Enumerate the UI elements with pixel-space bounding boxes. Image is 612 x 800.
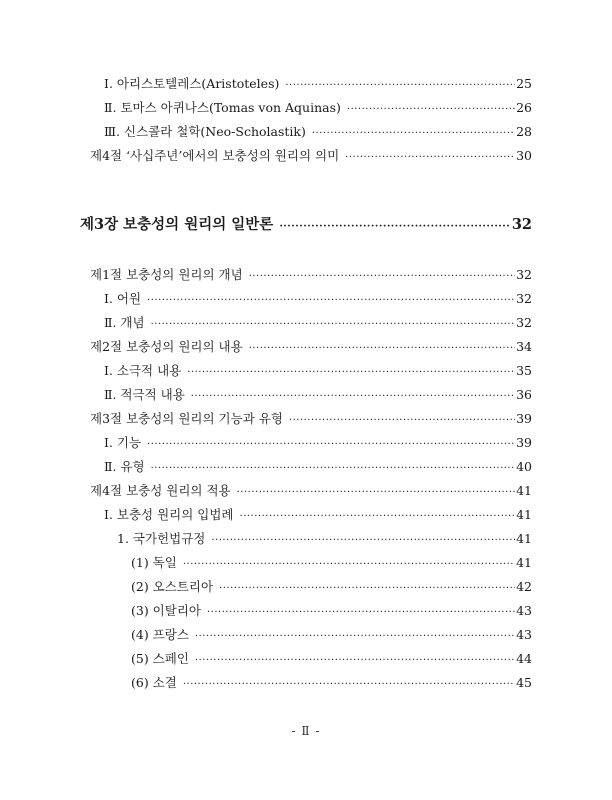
toc-entry[interactable]: [104, 290, 532, 308]
toc-entry-page: 39: [516, 411, 532, 426]
toc-chapter-entry[interactable]: [80, 214, 532, 236]
leader-dots: [285, 77, 515, 95]
toc-entry-page: 41: [516, 555, 532, 570]
toc-entry[interactable]: [104, 506, 532, 524]
toc-entry-page: 43: [516, 627, 532, 642]
leader-dots: [240, 508, 516, 526]
leader-dots: [312, 125, 515, 143]
toc-entry[interactable]: [104, 458, 532, 476]
toc-entry-label: (1) 독일: [131, 555, 177, 570]
toc-entry-label: (4) 프랑스: [131, 627, 189, 642]
toc-entry-page: 28: [516, 124, 532, 139]
leader-dots: [147, 292, 515, 310]
toc-entry-page: 39: [516, 435, 532, 450]
toc-entry-page: 43: [516, 603, 532, 618]
toc-entry-label: Ⅱ. 개념: [104, 315, 145, 330]
toc-entry-page: 42: [516, 579, 532, 594]
toc-entry-label: 1. 국가헌법규정: [117, 531, 206, 546]
toc-entry[interactable]: [131, 626, 532, 644]
toc-entry-label: Ⅱ. 적극적 내용: [104, 387, 185, 402]
toc-entry-label: (6) 소결: [131, 675, 177, 690]
leader-dots: [191, 388, 515, 406]
toc-entry[interactable]: [117, 530, 532, 548]
toc-entry-page: 41: [516, 483, 532, 498]
toc-entry-label: (2) 오스트리아: [131, 579, 214, 594]
toc-entry[interactable]: [104, 99, 532, 117]
toc-entry-label: Ⅱ. 토마스 아퀴나스(Tomas von Aquinas): [104, 100, 341, 115]
toc-entry-page: 41: [516, 531, 532, 546]
toc-entry-label: (5) 스페인: [131, 651, 189, 666]
toc-entry-label: 제2절 보충성의 원리의 내용: [90, 339, 243, 354]
leader-dots: [183, 676, 515, 694]
toc-entry-label: Ⅰ. 보충성 원리의 입법례: [104, 507, 234, 522]
leader-dots: [289, 412, 515, 430]
toc-entry-page: 26: [516, 100, 532, 115]
toc-entry[interactable]: [131, 554, 532, 572]
leader-dots: [237, 484, 515, 502]
toc-entry[interactable]: [104, 386, 532, 404]
toc-entry[interactable]: [131, 602, 532, 620]
leader-dots: [151, 460, 516, 478]
toc-entry-label: 제4절 보충성 원리의 적용: [90, 483, 231, 498]
leader-dots: [219, 580, 515, 598]
toc-entry[interactable]: [131, 578, 532, 596]
toc-entry-label: 제4절 ‘사십주년’에서의 보충성의 원리의 의미: [90, 148, 340, 163]
toc-entry-page: 34: [516, 339, 532, 354]
toc-entry-label: Ⅲ. 신스콜라 철학(Neo-Scholastik): [104, 124, 306, 139]
toc-entry-label: Ⅰ. 아리스토텔레스(Aristoteles): [104, 76, 280, 91]
toc-entry-page: 25: [516, 76, 532, 91]
toc-entry-page: 32: [516, 291, 532, 306]
leader-dots: [249, 340, 515, 358]
toc-entry-page: 30: [516, 148, 532, 163]
toc-entry[interactable]: [131, 674, 532, 692]
toc-entry-page: 40: [516, 459, 532, 474]
leader-dots: [151, 316, 516, 334]
toc-entry-page: 32: [516, 267, 532, 282]
leader-dots: [347, 101, 515, 119]
toc-entry[interactable]: [90, 338, 532, 356]
toc-entry-label: Ⅰ. 기능: [104, 435, 142, 450]
toc-entry[interactable]: [90, 410, 532, 428]
toc-entry[interactable]: [104, 75, 532, 93]
toc-entry[interactable]: [90, 482, 532, 500]
leader-dots: [183, 556, 515, 574]
toc-entry[interactable]: [104, 362, 532, 380]
leader-dots: [345, 149, 515, 167]
toc-entry-label: Ⅰ. 어원: [104, 291, 142, 306]
toc-entry-page: 35: [516, 363, 532, 378]
leader-dots: [195, 652, 515, 670]
toc-entry-page: 41: [516, 507, 532, 522]
leader-dots: [211, 532, 515, 550]
leader-dots: [279, 216, 510, 238]
toc-entry-page: 45: [516, 675, 532, 690]
toc-entry-label: (3) 이탈리아: [131, 603, 201, 618]
toc-entry-label: Ⅱ. 유형: [104, 459, 145, 474]
toc-entry[interactable]: [104, 434, 532, 452]
toc-entry-label: 제3절 보충성의 원리의 기능과 유형: [90, 411, 283, 426]
toc-entry-page: 36: [516, 387, 532, 402]
toc-entry[interactable]: [104, 314, 532, 332]
toc-entry[interactable]: [104, 123, 532, 141]
toc-entry-label: 제1절 보충성의 원리의 개념: [90, 267, 243, 282]
toc-entry[interactable]: [90, 147, 532, 165]
leader-dots: [207, 604, 515, 622]
toc-entry[interactable]: [131, 650, 532, 668]
toc-entry-page: 44: [516, 651, 532, 666]
leader-dots: [147, 436, 515, 454]
toc-chapter-label: 제3장 보충성의 원리의 일반론: [80, 216, 274, 233]
toc-entry-label: Ⅰ. 소극적 내용: [104, 363, 182, 378]
leader-dots: [187, 364, 515, 382]
toc-entry-page: 32: [516, 315, 532, 330]
page-number: - Ⅱ -: [291, 724, 321, 738]
toc-entry[interactable]: [90, 266, 532, 284]
leader-dots: [249, 268, 515, 286]
leader-dots: [195, 628, 515, 646]
toc-chapter-page: 32: [511, 216, 532, 233]
